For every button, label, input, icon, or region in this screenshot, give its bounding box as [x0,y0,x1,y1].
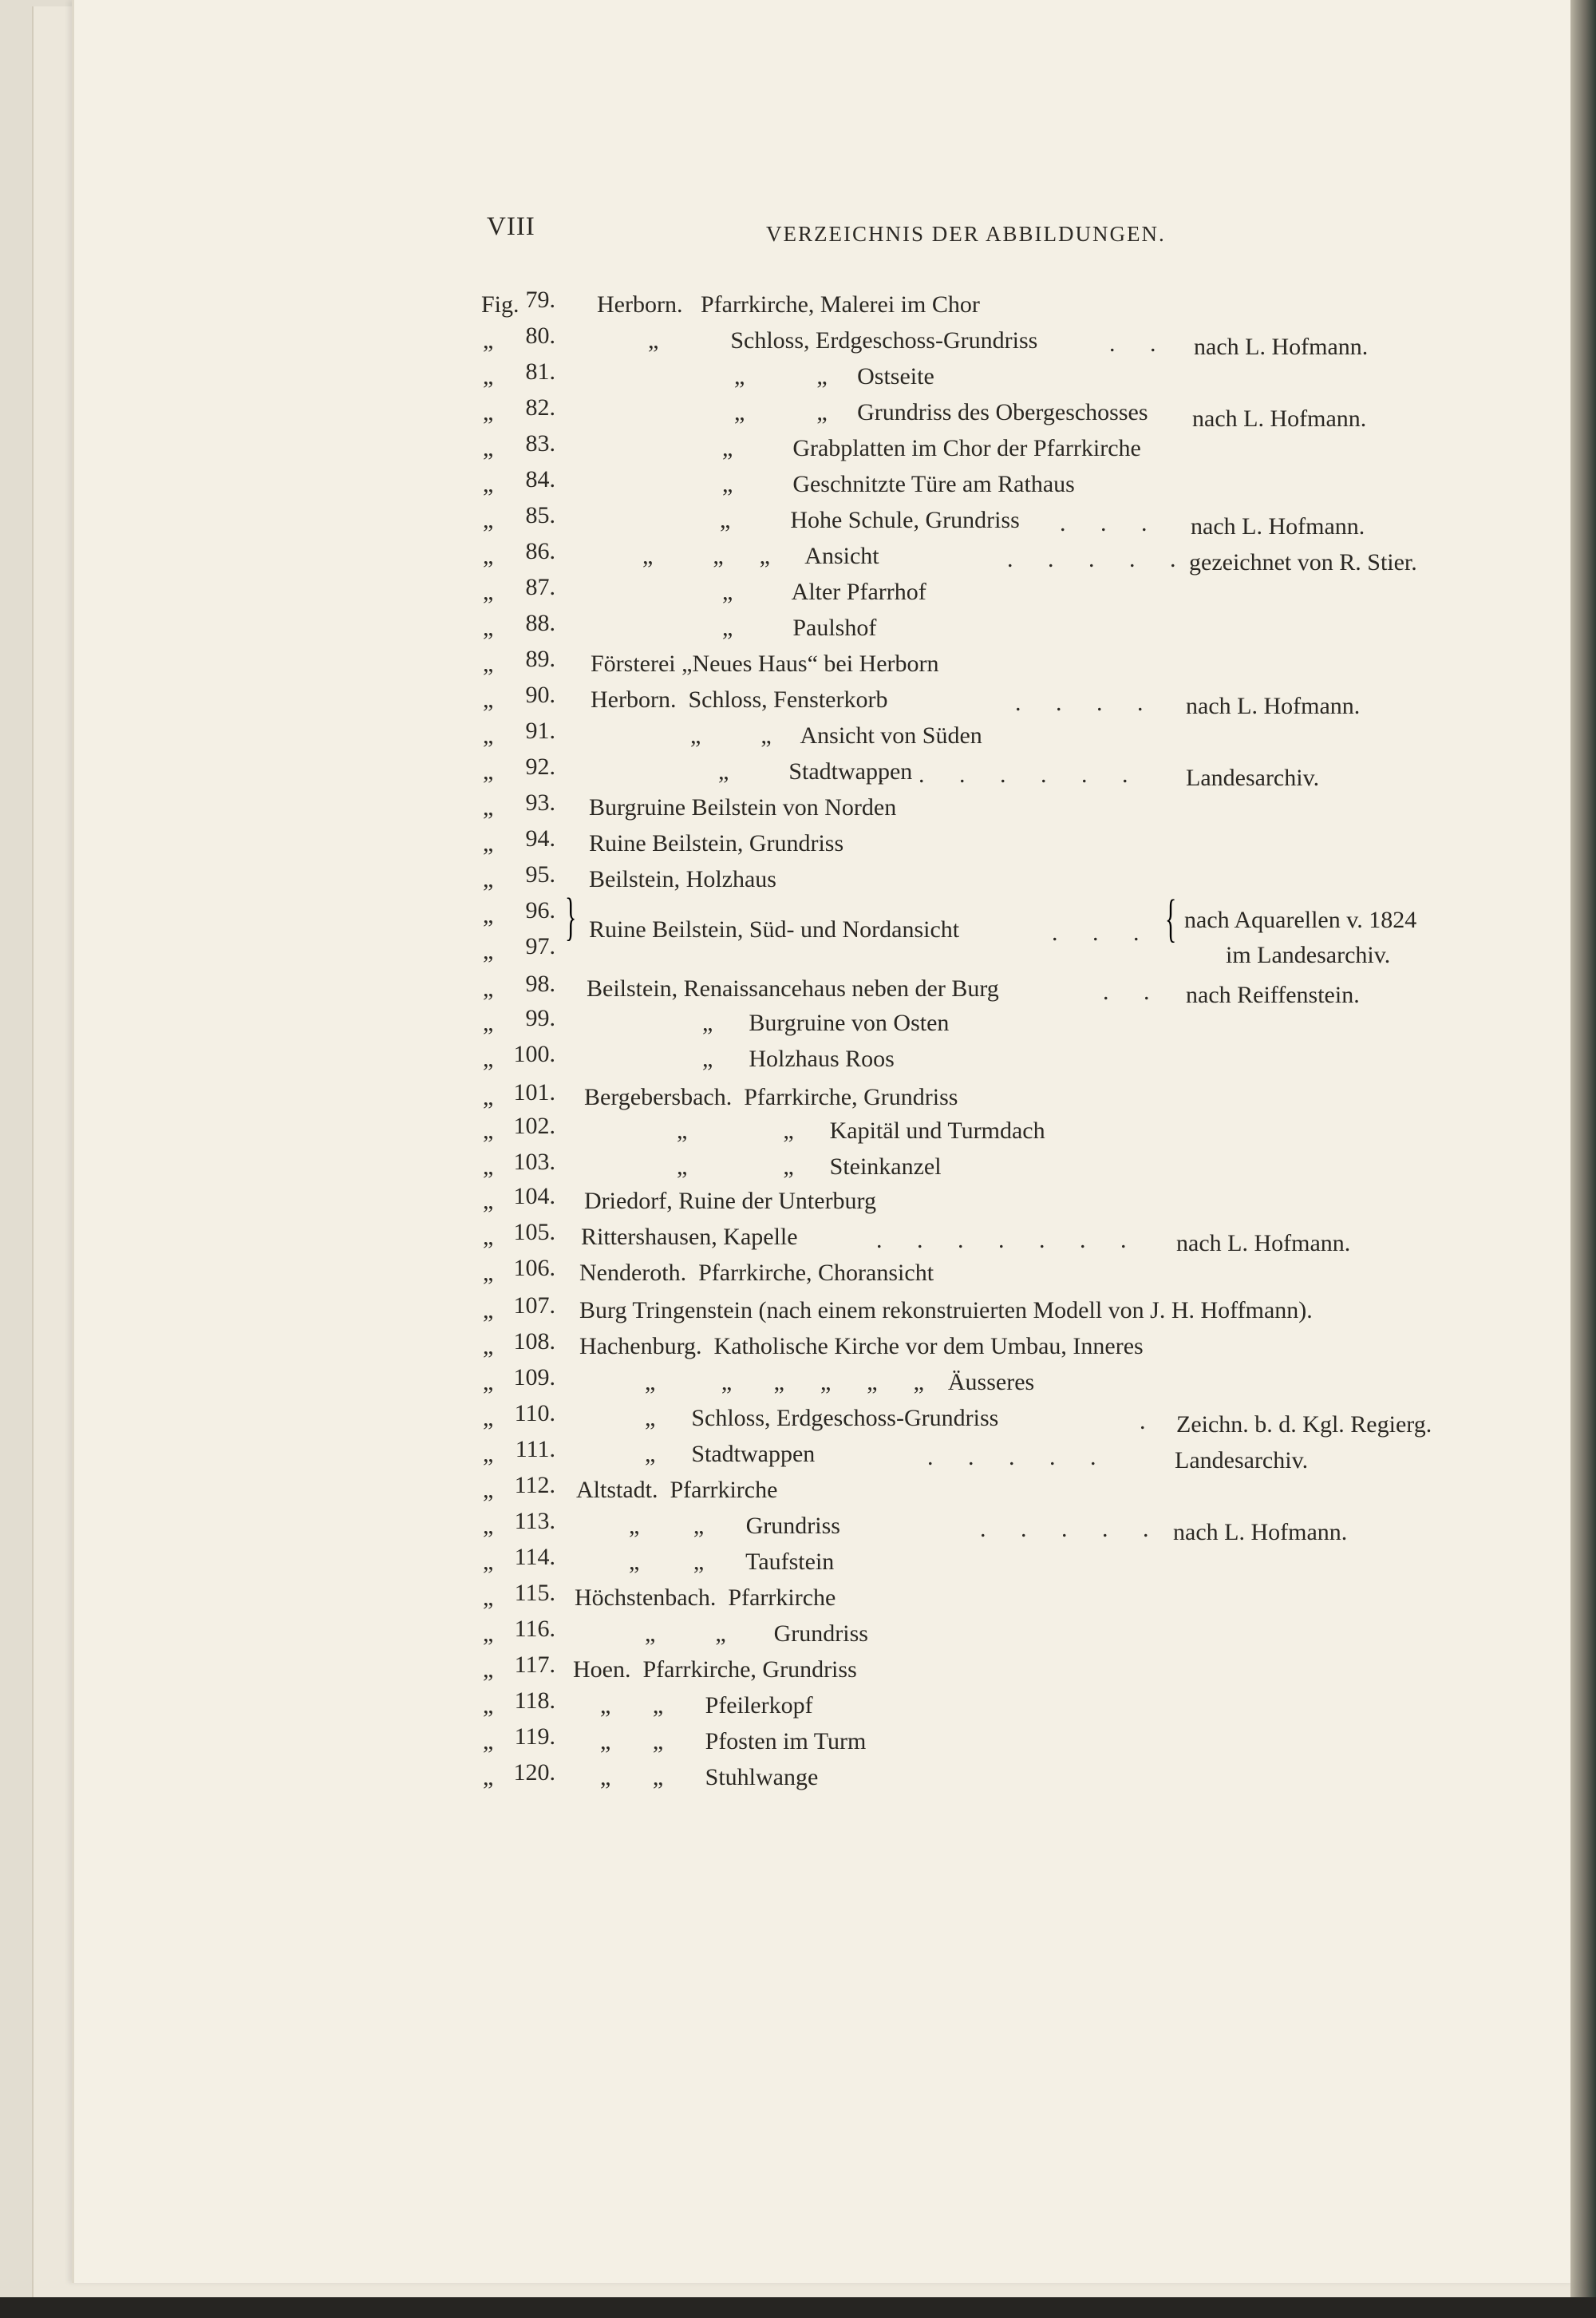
figure-description: „ „ Grundriss des Obergeschosses [734,399,1148,425]
figure-number: 92. [525,754,555,780]
brace-left: } [565,888,577,946]
figure-number: 109. [513,1364,555,1390]
figure-description: Driedorf, Ruine der Unterburg [584,1188,877,1214]
page-title: VERZEICHNIS DER ABBILDUNGEN. [766,222,1166,246]
figure-description: Försterei „Neues Haus“ bei Herborn [591,651,939,677]
leader-dots: . . . . . . . [878,761,1143,788]
figure-source: nach Reiffenstein. [1186,982,1360,1008]
figure-prefix: „ [483,1656,494,1683]
figure-prefix: „ [483,794,494,821]
list-item [0,1759,1588,1796]
figure-number: 99. [525,1005,555,1031]
figure-number: 90. [525,682,555,708]
figure-number: 79. [525,287,555,313]
figure-description: Bergebersbach. Pfarrkirche, Grundriss [584,1084,958,1110]
figure-number: 93. [525,789,555,816]
figure-prefix: „ [483,722,494,749]
figure-prefix: „ [483,1260,494,1286]
figure-number: 107. [513,1292,555,1319]
list-item [0,682,1588,719]
leader-dots: . . . . . [927,1444,1111,1470]
list-item [0,1472,1588,1509]
figure-number: 120. [513,1759,555,1786]
list-item [0,789,1588,826]
figure-description: Rittershausen, Kapelle [581,1224,798,1250]
list-item [0,574,1588,611]
list-item [0,538,1588,576]
figure-prefix: „ [483,1549,494,1575]
list-item [0,1687,1588,1724]
figure-number: 87. [525,574,555,600]
list-item [0,466,1588,503]
list-item [0,1580,1588,1616]
figure-number: 81. [525,358,555,385]
list-item [0,502,1588,540]
figure-prefix: „ [483,1224,494,1250]
figure-number: 96. [525,897,555,924]
figure-description: „ „ Steinkanzel [677,1153,942,1180]
figure-source: Zeichn. b. d. Kgl. Regierg. [1176,1411,1432,1438]
figure-source: nach L. Hofmann. [1186,693,1361,719]
figure-number: 86. [525,538,555,564]
figure-number: 84. [525,466,555,492]
figure-number: 91. [525,718,555,744]
figure-source: Landesarchiv. [1175,1447,1309,1473]
list-item [0,1544,1588,1580]
figure-description: „ „ Ostseite [734,363,934,390]
figure-description: Höchstenbach. Pfarrkirche [575,1584,836,1611]
figure-source: gezeichnet von R. Stier. [1189,549,1417,576]
list-item [0,718,1588,754]
list-item [0,322,1588,360]
figure-description: Beilstein, Renaissancehaus neben der Burg [587,975,999,1002]
list-item [0,358,1588,395]
figure-description: „ Schloss, Erdgeschoss-Grundriss [645,1405,999,1431]
figure-description: „ „ Taufstein [629,1549,835,1575]
list-item [0,971,1588,1008]
figure-description: „ „ Ansicht von Süden [690,722,982,749]
figure-number: 89. [525,646,555,672]
figure-description: „ Stadtwappen [645,1441,816,1467]
figure-number: 102. [513,1113,555,1139]
list-item [0,1292,1588,1329]
figure-prefix: „ [483,1405,494,1431]
group-source-line1: nach Aquarellen v. 1824 [1184,907,1417,933]
list-item [0,825,1588,862]
figure-description: Beilstein, Holzhaus [589,866,776,892]
list-item [0,1436,1588,1473]
figure-description: „ „ Pfeilerkopf [600,1692,813,1719]
leader-dots: . . . . . [980,1516,1163,1542]
list-item [0,430,1588,467]
figure-number: 119. [514,1723,555,1750]
figure-description: „ „ Pfosten im Turm [600,1728,867,1754]
figure-description: Hoen. Pfarrkirche, Grundriss [573,1656,857,1683]
figure-prefix: „ [483,579,494,605]
figure-prefix: „ [483,902,494,928]
figure-source: nach L. Hofmann. [1194,334,1369,360]
figure-prefix: „ [483,1513,494,1539]
figure-prefix: „ [483,543,494,569]
figure-description: Hachenburg. Katholische Kirche vor dem Umbau, Inneres [579,1333,1144,1359]
figure-prefix: „ [483,1441,494,1467]
figure-source: nach L. Hofmann. [1191,513,1365,540]
figure-number: 103. [513,1149,555,1175]
figure-prefix: „ [483,1010,494,1036]
figure-description: Herborn. Schloss, Fensterkorb [591,686,888,713]
figure-prefix: „ [483,1333,494,1359]
list-item [0,1041,1588,1078]
leader-dots: . [1140,1408,1160,1434]
figure-description: „ Hohe Schule, Grundriss [720,507,1020,533]
figure-description: Altstadt. Pfarrkirche [576,1477,778,1503]
figure-prefix: „ [483,758,494,785]
figure-prefix: „ [483,363,494,390]
figure-number: 98. [525,971,555,997]
list-item [0,1005,1588,1042]
figure-number: 111. [515,1436,555,1462]
figure-source: nach L. Hofmann. [1176,1230,1351,1256]
figure-number: 80. [525,322,555,349]
figure-number: 104. [513,1183,555,1209]
figure-number: 113. [514,1508,555,1534]
list-item [0,1219,1588,1256]
list-item [0,1616,1588,1652]
figure-prefix: „ [483,830,494,856]
figure-description: „ Holzhaus Roos [702,1046,895,1072]
figure-number: 88. [525,610,555,636]
figure-prefix: „ [483,975,494,1002]
figure-description: „ „ Grundriss [629,1513,840,1539]
figure-source: nach L. Hofmann. [1173,1519,1348,1545]
figure-prefix: „ [483,327,494,354]
figure-prefix: „ [483,1692,494,1719]
figure-number: 110. [514,1400,555,1426]
figure-description: „ Schloss, Erdgeschoss-Grundriss [648,327,1038,354]
figure-number: 94. [525,825,555,852]
figure-description: „ „ „ Ansicht [642,543,879,569]
figure-prefix: „ [483,507,494,533]
figure-source: nach L. Hofmann. [1192,405,1367,432]
figure-prefix: „ [483,686,494,713]
figure-prefix: „ [483,1584,494,1611]
figure-description: Burg Tringenstein (nach einem rekonstruierten Modell von J. H. Hoffmann). [579,1297,1313,1323]
leader-dots: . . . [1060,510,1162,536]
figure-number: 95. [525,861,555,888]
figure-description: Burgruine Beilstein von Norden [589,794,897,821]
group-desc: Ruine Beilstein, Süd- und Nordansicht [589,916,960,943]
leader-dots: . . . . . . . [876,1227,1141,1253]
figure-prefix: Fig. [481,291,519,318]
bottom-shadow [0,2297,1596,2318]
group-dots: . . . [1052,920,1154,946]
figure-description: „ Grabplatten im Chor der Pfarrkirche [722,435,1141,461]
figure-description: „ Alter Pfarrhof [722,579,926,605]
list-item [0,1364,1588,1401]
figure-description: „ „ Stuhlwange [600,1764,819,1790]
figure-source: Landesarchiv. [1186,765,1320,791]
list-item [0,1651,1588,1688]
figure-number: 82. [525,394,555,421]
figure-description: „ Paulshof [722,615,877,641]
list-item [0,1183,1588,1220]
figure-prefix: „ [483,1084,494,1110]
figure-number: 118. [514,1687,555,1714]
figure-number: 117. [514,1651,555,1678]
figure-number: 83. [525,430,555,457]
figure-description: Nenderoth. Pfarrkirche, Choransicht [579,1260,934,1286]
list-item [0,394,1588,432]
list-item [0,1079,1588,1116]
figure-number: 106. [513,1255,555,1281]
list-item [0,1255,1588,1292]
list-item [0,1723,1588,1760]
figure-number: 97. [525,933,555,959]
list-item [0,1149,1588,1185]
figure-prefix: „ [483,866,494,892]
figure-prefix: „ [483,471,494,497]
figure-prefix: „ [483,1117,494,1144]
list-item [0,1400,1588,1438]
leader-dots: . . [1103,979,1164,1005]
list-item [0,1113,1588,1149]
page-number: VIII [487,212,535,241]
figure-number: 100. [513,1041,555,1067]
list-item [0,646,1588,682]
figure-description: Herborn. Pfarrkirche, Malerei im Chor [597,291,980,318]
figure-prefix: „ [483,1620,494,1647]
figure-prefix: „ [483,1188,494,1214]
figure-number: 112. [514,1472,555,1498]
figure-number: 105. [513,1219,555,1245]
list-item [0,754,1588,791]
figure-description: „ „ Kapitäl und Turmdach [677,1117,1045,1144]
figure-number: 85. [525,502,555,528]
figure-prefix: „ [483,435,494,461]
brace-right: { [1165,889,1177,947]
leader-dots: . . [1109,330,1171,357]
figure-prefix: „ [483,1046,494,1072]
figure-description: „ Burgruine von Osten [702,1010,950,1036]
list-item [0,610,1588,647]
list-item [0,861,1588,898]
figure-number: 108. [513,1328,555,1355]
figure-prefix: „ [483,1297,494,1323]
list-item [0,1508,1588,1545]
figure-description: „ Stadtwappen [718,758,913,785]
group-source-line2: im Landesarchiv. [1226,942,1391,968]
leader-dots: . . . . . [1007,546,1191,572]
figure-number: 116. [514,1616,555,1642]
list-item [0,1328,1588,1365]
figure-prefix: „ [483,615,494,641]
figure-description: „ Geschnitzte Türe am Rathaus [722,471,1075,497]
figure-prefix: „ [483,399,494,425]
figure-description: Ruine Beilstein, Grundriss [589,830,844,856]
figure-prefix: „ [483,1764,494,1790]
figure-description: „ „ „ „ „ „ Äusseres [645,1369,1035,1395]
figure-prefix: „ [483,1477,494,1503]
figure-number: 101. [513,1079,555,1106]
figure-prefix: „ [483,1153,494,1180]
figure-prefix: „ [483,1369,494,1395]
figure-number: 114. [514,1544,555,1570]
figure-description: „ „ Grundriss [645,1620,868,1647]
figure-prefix: „ [483,651,494,677]
figure-prefix: „ [483,938,494,964]
leader-dots: . . . . [1015,690,1158,716]
figure-prefix: „ [483,1728,494,1754]
figure-number: 115. [514,1580,555,1606]
list-item [0,287,1588,323]
